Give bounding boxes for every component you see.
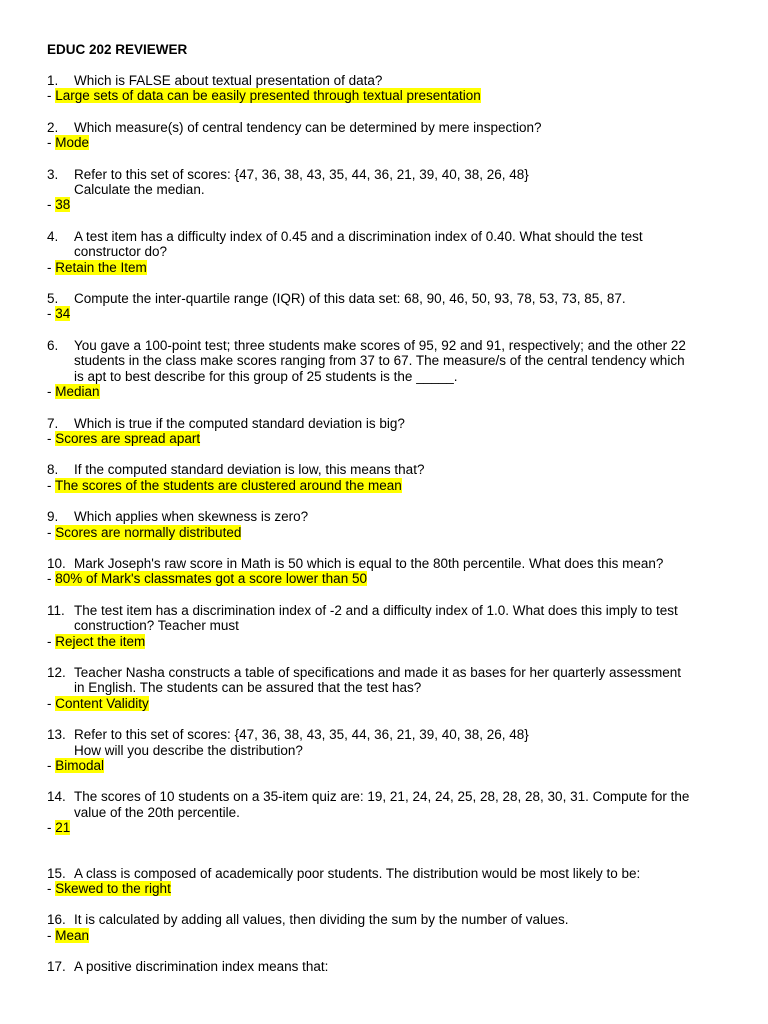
answer-line: - 34	[47, 306, 71, 322]
answer-line: - Retain the Item	[47, 259, 147, 275]
question-text: Which is true if the computed standard deviation is big?	[74, 415, 405, 431]
answer-line: - Skewed to the right	[47, 881, 171, 897]
answer-line: - 21	[47, 820, 71, 836]
question-number: 15.	[47, 865, 66, 881]
question-number: 16.	[47, 912, 66, 928]
question-text: Teacher Nasha constructs a table of specifications and made it as bases for her quarterly assessment in English. The students can be assured that the test has?	[74, 664, 682, 696]
question-item	[47, 727, 737, 773]
answer-highlight: Scores are normally distributed	[55, 524, 242, 540]
question-item	[47, 291, 737, 322]
question-item	[47, 73, 737, 104]
question-number: 12.	[47, 664, 66, 680]
answer-line: - Large sets of data can be easily presented through textual presentation	[47, 88, 481, 104]
answer-line: - Scores are spread apart	[47, 430, 201, 446]
question-text: You gave a 100-point test; three students make scores of 95, 92 and 91, respectively; and the other 22 students in the class make scores ranging from 37 to 67. The measure/s of the central tendency which is apt to best describe for this group of 25 students is the _____.	[74, 337, 686, 384]
question-text: Mark Joseph's raw score in Math is 50 which is equal to the 80th percentile. What does this mean?	[74, 555, 664, 571]
question-text: It is calculated by adding all values, then dividing the sum by the number of values.	[74, 912, 569, 928]
answer-line: - Mode	[47, 135, 90, 151]
question-number: 11.	[47, 602, 65, 618]
question-item	[47, 665, 737, 711]
question-text: Compute the inter-quartile range (IQR) of this data set: 68, 90, 46, 50, 93, 78, 53, 73, 85, 87.	[74, 291, 626, 307]
answer-highlight: Reject the item	[55, 633, 146, 649]
question-number: 3.	[47, 166, 59, 182]
question-number: 1.	[47, 73, 59, 88]
answer-highlight: Large sets of data can be easily presented through textual presentation	[55, 88, 481, 104]
document-page	[47, 41, 737, 975]
question-number: 6.	[47, 337, 59, 353]
answer-line: - Bimodal	[47, 758, 105, 773]
question-text: A class is composed of academically poor students. The distribution would be most likely to be:	[74, 865, 641, 881]
answer-highlight: Mode	[55, 135, 90, 151]
question-item	[47, 120, 737, 151]
question-number: 5.	[47, 291, 59, 307]
answer-highlight: The scores of the students are clustered around the mean	[55, 477, 402, 493]
question-number: 4.	[47, 228, 59, 244]
question-number: 2.	[47, 119, 59, 135]
document-title: EDUC 202 REVIEWER	[47, 42, 188, 57]
answer-highlight: Mean	[55, 927, 90, 943]
question-text: If the computed standard deviation is low, this means that?	[74, 462, 425, 478]
question-number: 8.	[47, 462, 59, 478]
answer-highlight: 38	[55, 197, 71, 213]
question-text: Refer to this set of scores: {47, 36, 38, 43, 35, 44, 36, 21, 39, 40, 38, 26, 48} Calculate the median.	[74, 166, 529, 198]
question-text: The scores of 10 students on a 35-item quiz are: 19, 21, 24, 24, 25, 28, 28, 28, 30, 31. Compute for the value of the 20th percentile.	[74, 789, 690, 820]
answer-line: - The scores of the students are clustered around the mean	[47, 477, 402, 493]
question-number: 13.	[47, 727, 66, 743]
answer-highlight: 34	[55, 306, 71, 322]
question-item	[47, 556, 737, 587]
question-number: 14.	[47, 789, 66, 805]
answer-line: - 38	[47, 197, 71, 213]
answer-highlight: 21	[55, 820, 71, 836]
answer-line: - Median	[47, 384, 100, 400]
question-text: Which measure(s) of central tendency can be determined by mere inspection?	[74, 119, 542, 135]
question-number: 10.	[47, 555, 66, 571]
answer-highlight: Skewed to the right	[55, 881, 171, 897]
answer-line: - Reject the item	[47, 633, 146, 649]
answer-highlight: 80% of Mark's classmates got a score lower than 50	[55, 571, 367, 587]
question-item	[47, 167, 737, 213]
question-number: 9.	[47, 509, 59, 525]
answer-highlight: Bimodal	[55, 758, 105, 773]
question-number: 17.	[47, 959, 66, 975]
question-item	[47, 462, 737, 493]
question-text: The test item has a discrimination index of -2 and a difficulty index of 1.0. What does this imply to test construction? Teacher must	[74, 602, 678, 634]
answer-highlight: Retain the Item	[55, 259, 147, 275]
answer-highlight: Scores are spread apart	[55, 430, 201, 446]
question-text: A test item has a difficulty index of 0.45 and a discrimination index of 0.40. What should the test constructor do?	[74, 228, 643, 260]
answer-line: - Scores are normally distributed	[47, 524, 242, 540]
question-text: Which is FALSE about textual presentation of data?	[74, 73, 383, 88]
question-item	[47, 509, 737, 540]
answer-line: - Content Validity	[47, 695, 149, 711]
question-number: 7.	[47, 415, 59, 431]
question-item	[47, 959, 737, 974]
question-item	[47, 866, 737, 897]
question-item	[47, 912, 737, 943]
answer-highlight: Content Validity	[55, 695, 149, 711]
answer-line: - 80% of Mark's classmates got a score lower than 50	[47, 571, 367, 587]
question-text: Which applies when skewness is zero?	[74, 509, 309, 525]
question-text: Refer to this set of scores: {47, 36, 38, 43, 35, 44, 36, 21, 39, 40, 38, 26, 48} How will you describe the distribution?	[74, 727, 529, 758]
question-item	[47, 416, 737, 447]
question-text: A positive discrimination index means that:	[74, 959, 329, 975]
question-item	[47, 338, 737, 400]
question-item	[47, 229, 737, 275]
answer-line: - Mean	[47, 927, 90, 943]
question-item	[47, 603, 737, 649]
answer-highlight: Median	[55, 384, 100, 400]
question-item	[47, 789, 737, 835]
question-list	[47, 73, 737, 975]
